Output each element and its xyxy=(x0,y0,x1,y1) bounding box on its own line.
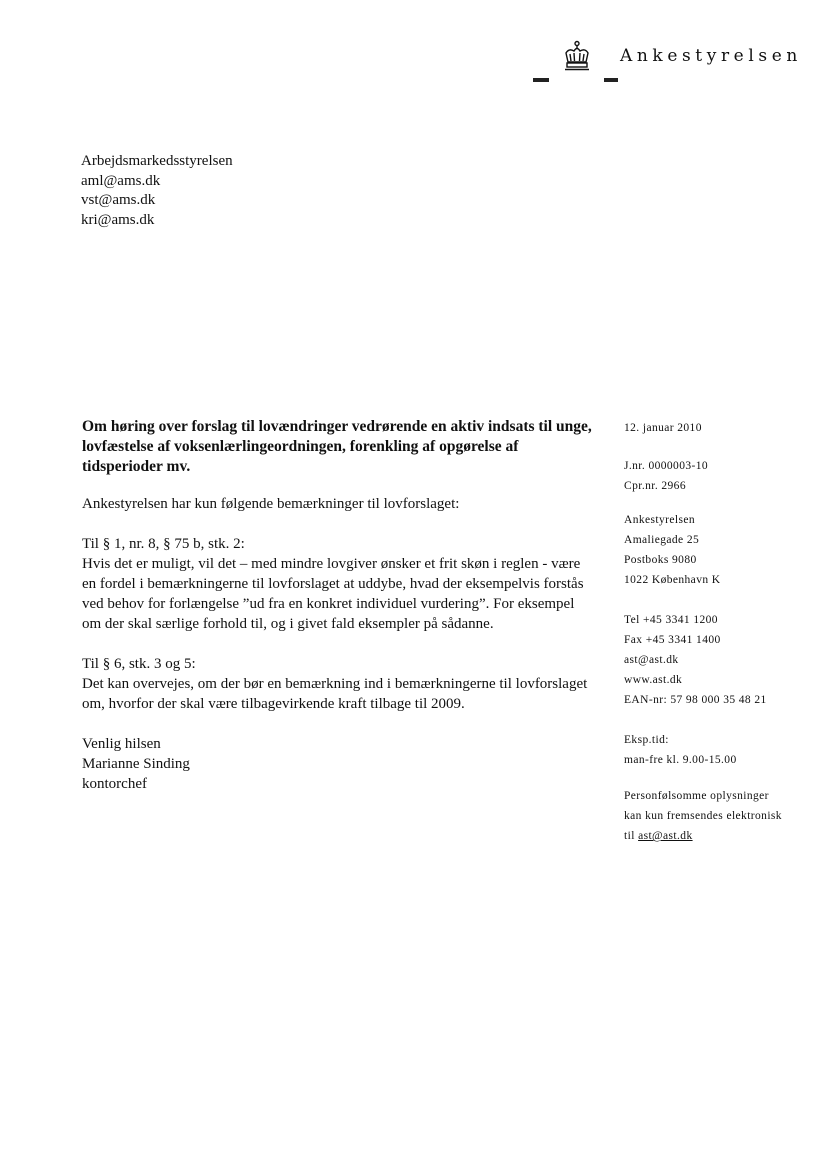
cpr-number: Cpr.nr. 2966 xyxy=(624,480,686,492)
letter-subject: Om høring over forslag til lovændringer vedrørende en aktiv indsats til unge, lovfæstelse af voksenlærlingeordningen, forenkling af opgørelse af tidsperioder mv. xyxy=(82,418,592,475)
address-street: Amaliegade 25 xyxy=(624,534,700,546)
journal-number: J.nr. 0000003-10 xyxy=(624,460,709,472)
address-city: 1022 København K xyxy=(624,574,721,586)
signature-block xyxy=(82,734,597,794)
privacy-notice: Personfølsomme oplysninger xyxy=(624,790,769,802)
section-body: Hvis det er muligt, vil det – med mindre lovgiver ønsker et frit skøn i reglen - være en fordel i bemærkningerne til lovforslaget at uddybe, hvad der eksempelvis forstås ved behov for forlængelse ”ud fra en konkret individuel vurdering”. For eksempel om der skal særlige forhold til, og i givet fald eksempler på sådanne. xyxy=(82,556,584,632)
address-postbox: Postboks 9080 xyxy=(624,554,697,566)
recipient-email: vst@ams.dk xyxy=(81,192,156,208)
recipient-email: aml@ams.dk xyxy=(81,172,161,189)
recipient-email: kri@ams.dk xyxy=(81,211,155,228)
phone-number: Tel +45 3341 1200 xyxy=(624,614,718,626)
website: www.ast.dk xyxy=(624,674,683,686)
agency-name: Ankestyrelsen xyxy=(620,46,802,66)
crown-icon xyxy=(560,40,594,74)
privacy-notice: kan kun fremsendes elektronisk xyxy=(624,810,782,822)
fax-number: Fax +45 3341 1400 xyxy=(624,634,721,646)
letter-intro: Ankestyrelsen har kun følgende bemærkninger til lovforslaget: xyxy=(82,496,460,512)
ean-number: EAN-nr: 57 98 000 35 48 21 xyxy=(624,694,767,706)
letter-section-2 xyxy=(82,654,597,714)
section-heading: Til § 6, stk. 3 og 5: xyxy=(82,656,196,672)
header-divider-mark xyxy=(604,78,618,82)
address-org: Ankestyrelsen xyxy=(624,514,695,526)
letter-date: 12. januar 2010 xyxy=(624,422,702,434)
section-body: Det kan overvejes, om der bør en bemærkning ind i bemærkningerne til lovforslaget om, hvorfor der skal være tilbagevirkende kraft tilbage til 2009. xyxy=(82,676,588,712)
recipient-block xyxy=(81,152,233,230)
closing: Venlig hilsen xyxy=(82,736,161,752)
secure-email-link[interactable]: ast@ast.dk xyxy=(638,830,693,842)
header-divider-mark xyxy=(533,78,549,82)
section-heading: Til § 1, nr. 8, § 75 b, stk. 2: xyxy=(82,536,245,552)
office-hours-label: Eksp.tid: xyxy=(624,734,669,746)
office-hours: man-fre kl. 9.00-15.00 xyxy=(624,754,737,766)
notice-prefix: til xyxy=(624,830,635,842)
privacy-notice xyxy=(624,826,814,846)
letter-body xyxy=(82,417,597,794)
letter-section-1 xyxy=(82,534,597,634)
contact-email: ast@ast.dk xyxy=(624,654,679,666)
signer-name: Marianne Sinding xyxy=(82,756,190,772)
sidebar-info xyxy=(624,418,814,846)
recipient-name: Arbejdsmarkedsstyrelsen xyxy=(81,153,233,169)
signer-title: kontorchef xyxy=(82,776,147,792)
